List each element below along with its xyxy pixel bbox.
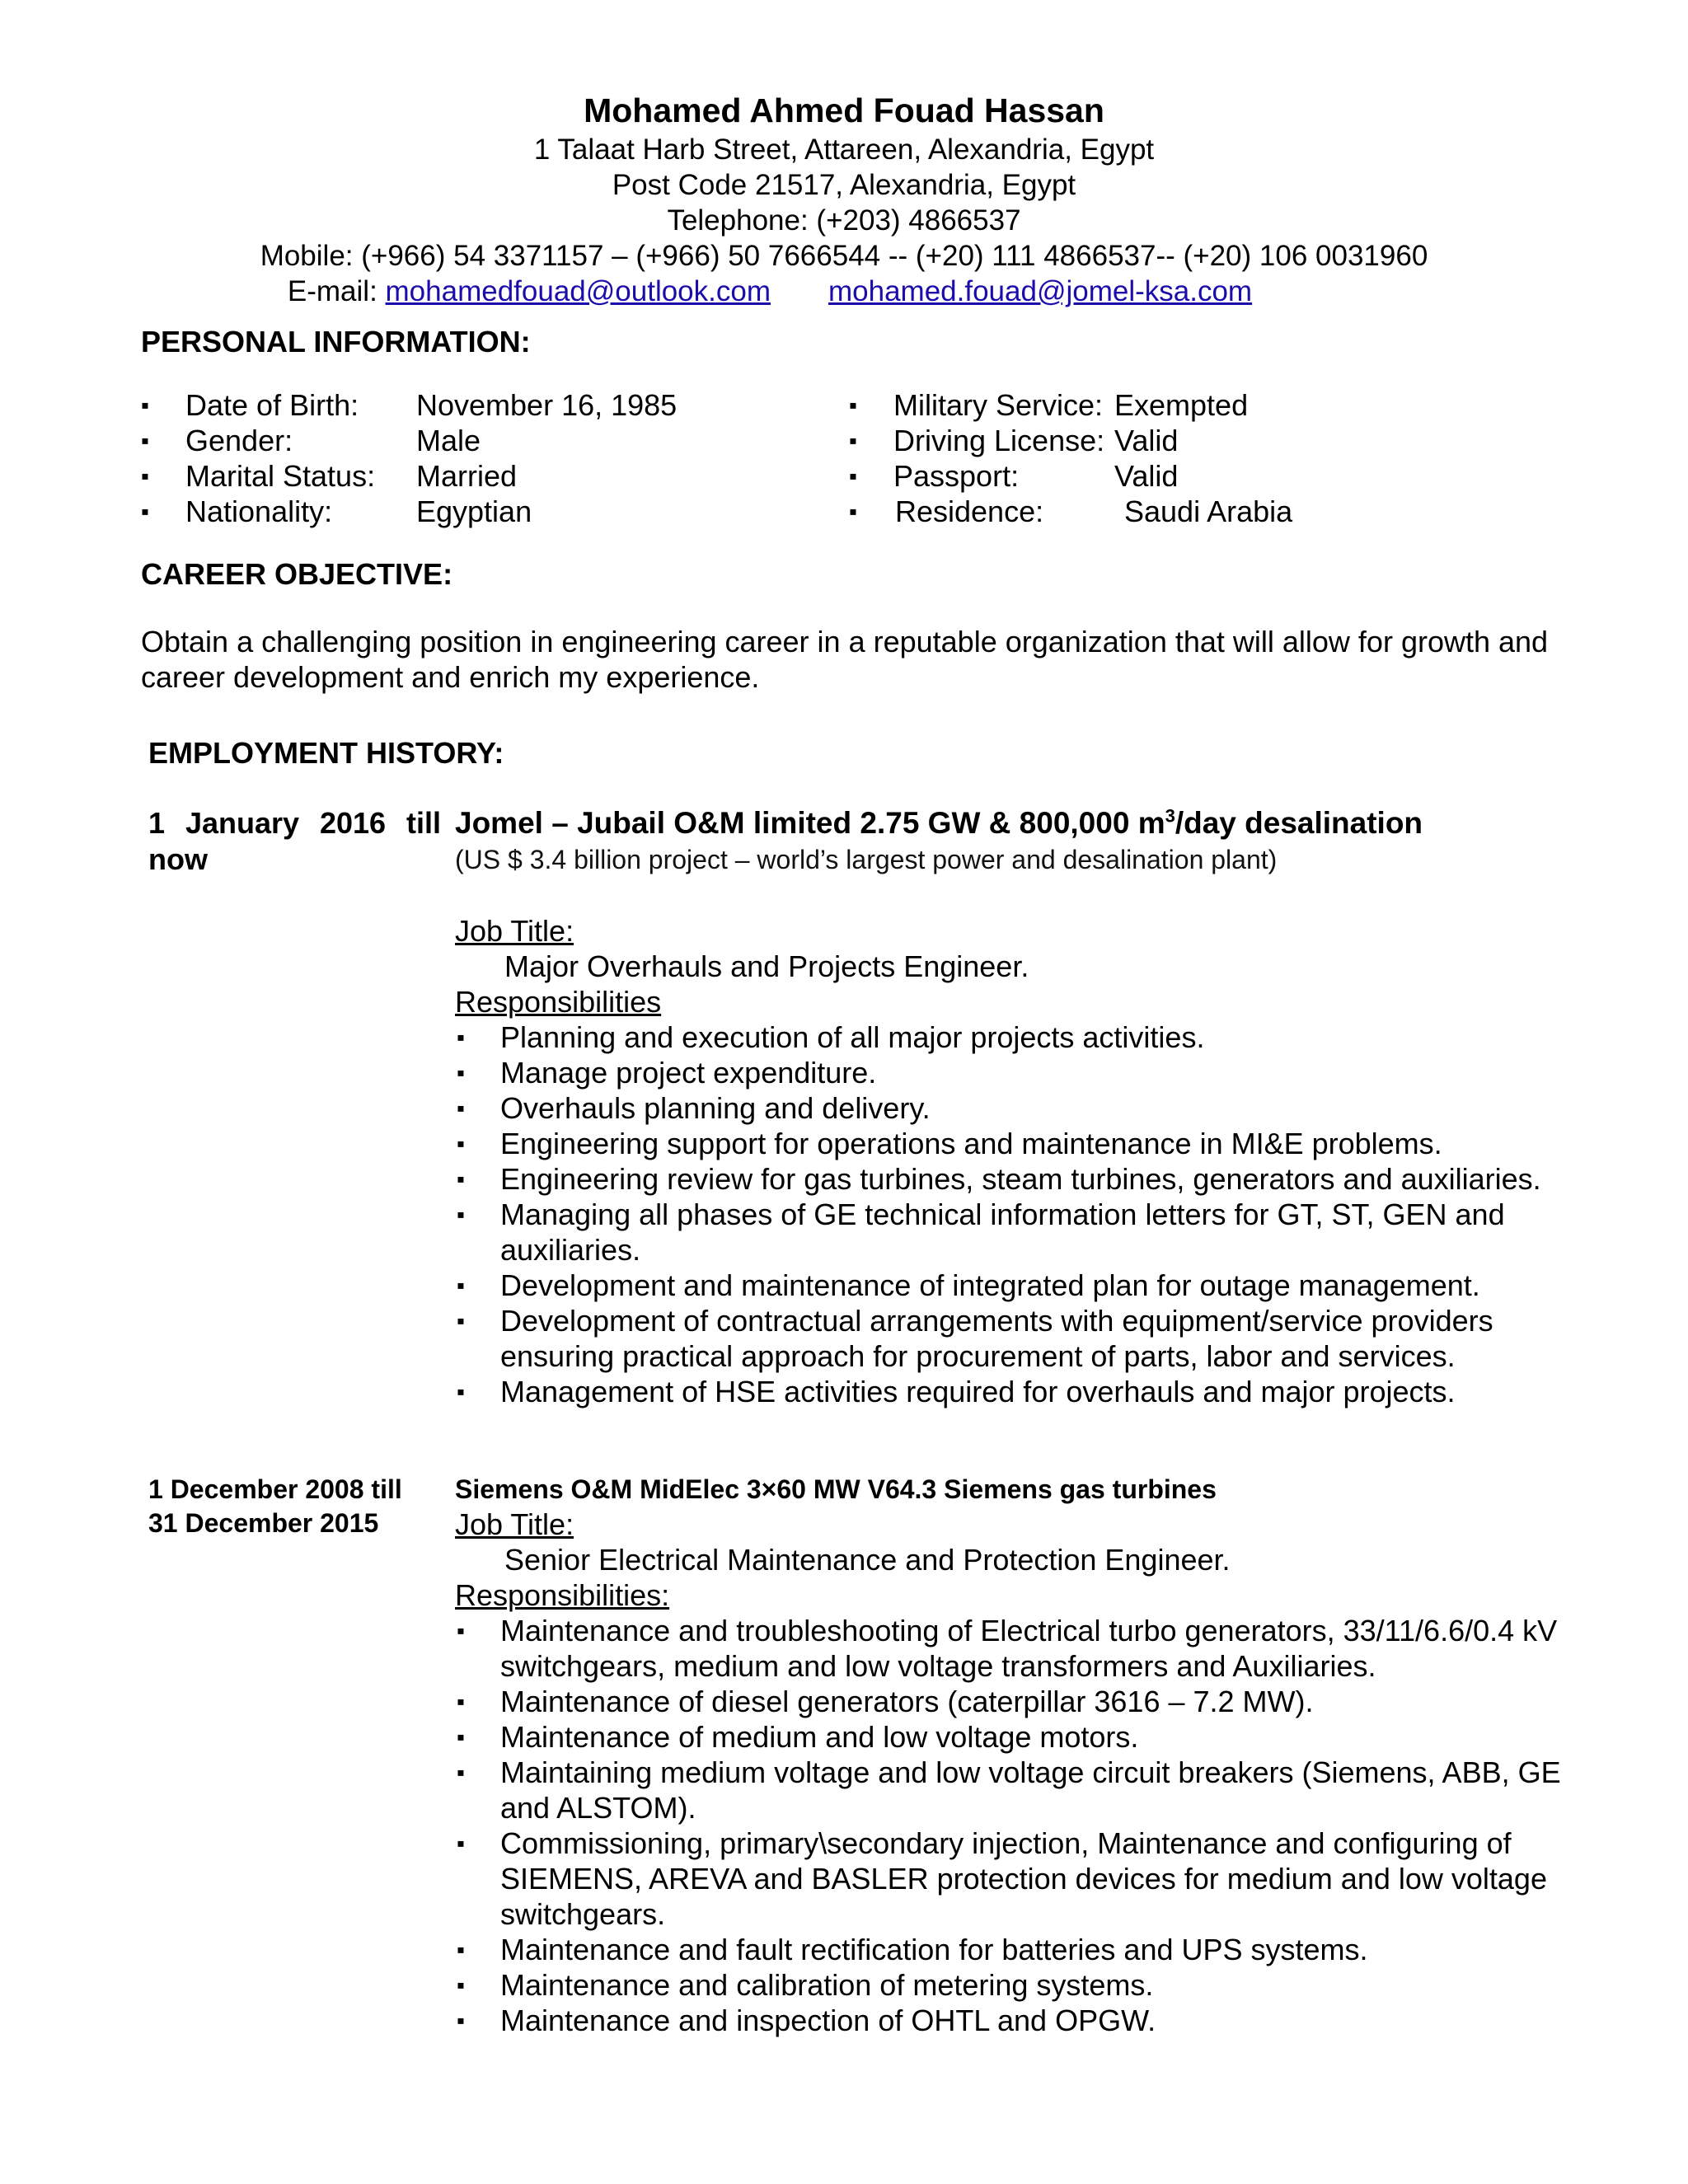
list-item: ▪ Engineering support for operations and maintenance in MI&E problems. — [455, 1126, 1576, 1161]
telephone-line: Telephone: (+203) 4866537 — [667, 204, 1021, 237]
list-item: ▪ Maintenance and fault rectification for batteries and UPS systems. — [455, 1932, 1576, 1967]
list-item: ▪ Development of contractual arrangements with equipment/service providers ensuring practical approach for procurement of parts, labor and services. — [455, 1303, 1576, 1374]
list-item — [141, 458, 800, 494]
job1-responsibilities — [455, 1019, 1576, 1409]
pi-value: Male — [416, 424, 481, 457]
pi-label: ▪ Nationality: — [185, 494, 333, 528]
pi-value: Valid — [1114, 424, 1179, 457]
list-item — [849, 458, 1508, 494]
email-link-outlook[interactable]: mohamedfouad@outlook.com — [385, 275, 771, 307]
job1-job-title: Major Overhauls and Projects Engineer. — [504, 949, 1029, 983]
pi-value: Valid — [1114, 459, 1179, 493]
list-item: ▪ Maintaining medium voltage and low voltage circuit breakers (Siemens, ABB, GE and ALSTOM). — [455, 1755, 1576, 1825]
date-word: 1 — [148, 806, 166, 840]
job2-responsibilities-label: Responsibilities: — [455, 1578, 670, 1612]
list-item: ▪ Management of HSE activities required for overhauls and major projects. — [455, 1374, 1576, 1409]
superscript: 3 — [1165, 805, 1175, 827]
company-name-tail: /day desalination — [1175, 806, 1423, 840]
email-line — [0, 274, 1688, 309]
pi-label: ▪ Military Service: — [893, 388, 1104, 422]
list-item — [849, 423, 1508, 458]
job2-date-line-2: 31 December 2015 — [148, 1508, 379, 1538]
employment-history-heading: EMPLOYMENT HISTORY: — [148, 736, 504, 770]
job2-details — [455, 1473, 1576, 2038]
personal-info-right — [849, 387, 1508, 529]
job1-company — [455, 805, 1576, 841]
pi-label: ▪ Passport: — [893, 459, 1020, 493]
pi-label: ▪ Date of Birth: — [185, 388, 359, 422]
pi-value: Egyptian — [416, 494, 532, 528]
list-item: ▪ Managing all phases of GE technical information letters for GT, ST, GEN and auxiliaries. — [455, 1197, 1576, 1268]
job1-details — [455, 805, 1576, 1409]
career-objective-heading: CAREER OBJECTIVE: — [141, 557, 453, 591]
list-item: ▪ Engineering review for gas turbines, steam turbines, generators and auxiliaries. — [455, 1161, 1576, 1197]
job2-responsibilities — [455, 1613, 1576, 2038]
address-line-1: 1 Talaat Harb Street, Attareen, Alexandria, Egypt — [533, 134, 1155, 166]
list-item: ▪ Maintenance and troubleshooting of Electrical turbo generators, 33/11/6.6/0.4 kV switchgears, medium and low voltage transformers and Auxiliaries. — [455, 1613, 1576, 1684]
list-item — [141, 387, 800, 423]
list-item: ▪ Development and maintenance of integrated plan for outage management. — [455, 1268, 1576, 1303]
job1-date-line-2: now — [148, 842, 208, 876]
pi-label: ▪ Marital Status: — [185, 459, 376, 493]
list-item: ▪ Commissioning, primary\secondary injection, Maintenance and configuring of SIEMENS, AREVA and BASLER protection devices for medium and low voltage switchgears. — [455, 1825, 1576, 1932]
job1-project: (US $ 3.4 billion project – world’s largest power and desalination plant) — [455, 845, 1278, 874]
mobile-line: Mobile: (+966) 54 3371157 – (+966) 50 7666544 -- (+20) 111 4866537-- (+20) 106 0031960 — [260, 240, 1428, 272]
pi-value: Married — [416, 459, 518, 493]
personal-info-heading: PERSONAL INFORMATION: — [141, 325, 531, 359]
pi-label: ▪ Residence: — [895, 494, 1044, 528]
date-word: 2016 — [319, 806, 387, 840]
list-item: ▪ Planning and execution of all major projects activities. — [455, 1019, 1576, 1055]
list-item: ▪ Manage project expenditure. — [455, 1055, 1576, 1090]
date-word: till — [406, 806, 441, 840]
candidate-name: Mohamed Ahmed Fouad Hassan — [584, 91, 1104, 129]
email-link-jomel[interactable]: mohamed.fouad@jomel-ksa.com — [828, 275, 1253, 307]
job1-dates — [148, 805, 445, 878]
list-item: ▪ Maintenance and calibration of metering systems. — [455, 1967, 1576, 2003]
job1-date-line-1 — [148, 805, 441, 841]
job1-responsibilities-label: Responsibilities — [455, 985, 662, 1019]
list-item: ▪ Overhauls planning and delivery. — [455, 1090, 1576, 1126]
list-item — [849, 387, 1508, 423]
job1-job-title-label: Job Title: — [455, 914, 574, 948]
list-item — [141, 423, 800, 458]
pi-value: Saudi Arabia — [1124, 494, 1293, 528]
personal-info-left — [141, 387, 800, 529]
job2-date-line-1: 1 December 2008 till — [148, 1474, 402, 1504]
job2-job-title: Senior Electrical Maintenance and Protection Engineer. — [504, 1543, 1231, 1577]
list-item: ▪ Maintenance of medium and low voltage motors. — [455, 1719, 1576, 1755]
list-item — [849, 494, 1508, 529]
job2-dates — [148, 1473, 445, 1540]
list-item — [141, 494, 800, 529]
job2-job-title-label: Job Title: — [455, 1507, 574, 1541]
pi-value: November 16, 1985 — [416, 388, 678, 422]
career-objective-text: Obtain a challenging position in engineering career in a reputable organization that will allow for growth and career development and enrich my experience. — [141, 625, 1549, 694]
company-name: Jomel – Jubail O&M limited 2.75 GW & 800,000 m — [455, 806, 1165, 840]
email-label: E-mail: — [287, 275, 386, 307]
list-item: ▪ Maintenance and inspection of OHTL and OPGW. — [455, 2003, 1576, 2038]
date-word: January — [185, 806, 300, 840]
pi-label: ▪ Gender: — [185, 424, 293, 457]
address-line-2: Post Code 21517, Alexandria, Egypt — [612, 169, 1076, 201]
pi-value: Exempted — [1114, 388, 1249, 422]
contact-header — [0, 89, 1688, 309]
job2-company: Siemens O&M MidElec 3×60 MW V64.3 Siemens gas turbines — [455, 1474, 1217, 1504]
list-item: ▪ Maintenance of diesel generators (caterpillar 3616 – 7.2 MW). — [455, 1684, 1576, 1719]
pi-label: ▪ Driving License: — [893, 424, 1105, 457]
